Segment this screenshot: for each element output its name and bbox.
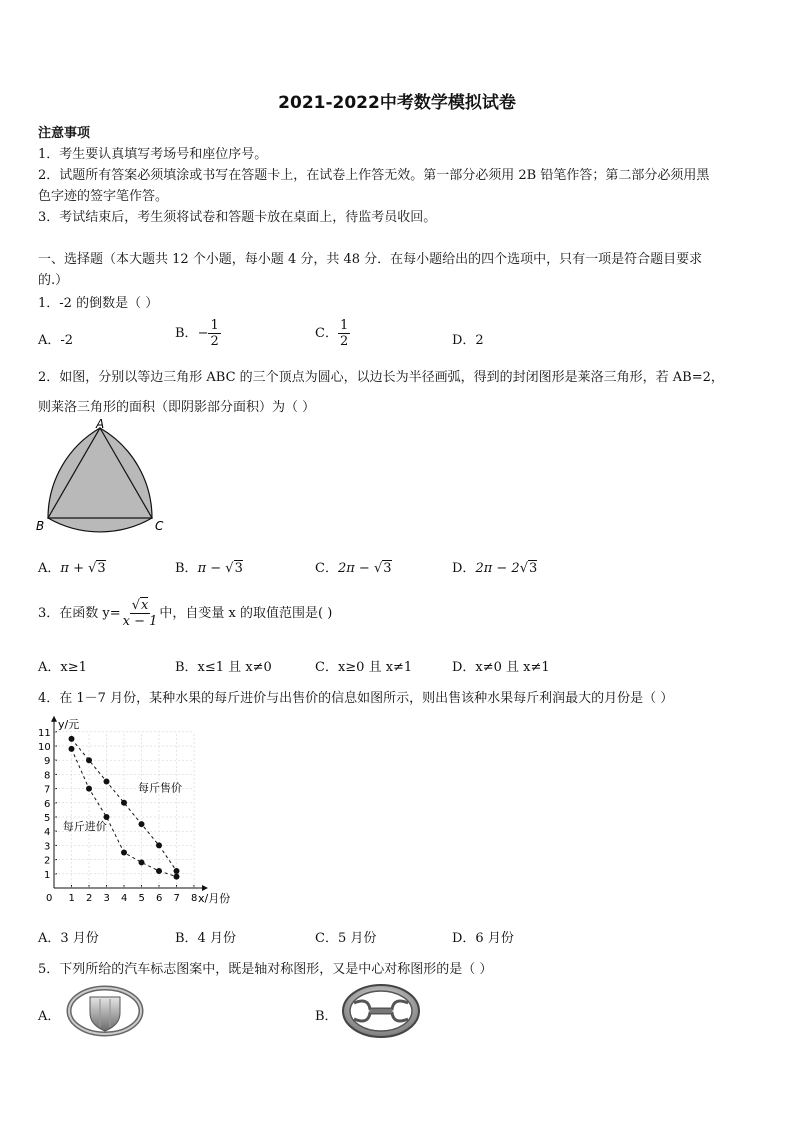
- reuleaux-shaded-region: [48, 428, 152, 532]
- y-axis-label: y/元: [58, 717, 80, 731]
- y-axis-arrow: [51, 716, 57, 722]
- radicand: 3: [97, 561, 106, 576]
- x-tick-label: 6: [156, 893, 163, 904]
- q2-option-a: A．π + √3: [38, 561, 106, 576]
- question-2-stem-cont: 则莱洛三角形的面积（即阴影部分面积）为（ ）: [38, 400, 316, 415]
- notice-item: 3．考试结束后，考生须将试卷和答题卡放在桌面上，待监考员收回。: [38, 210, 437, 225]
- q4-option-a: A．3 月份: [38, 931, 99, 946]
- data-point: [174, 874, 180, 880]
- x-tick-label: 0: [46, 893, 53, 904]
- q3-option-a: A．x≥1: [38, 660, 87, 675]
- x-axis-label: x/月份: [198, 892, 231, 905]
- q5-option-a-label: A．: [38, 1009, 61, 1024]
- y-tick-label: 11: [38, 727, 51, 739]
- car-logo-a: [66, 985, 144, 1037]
- x-tick-label: 5: [138, 893, 145, 904]
- q2-option-d: D．2π − 2√3: [452, 561, 538, 576]
- series-label: 每斤进价: [62, 819, 107, 833]
- x-tick-label: 1: [68, 893, 75, 904]
- car-logo-b: [340, 983, 422, 1039]
- numerator: √x: [131, 598, 149, 613]
- q4-option-b: B．4 月份: [175, 931, 236, 946]
- x-tick-label: 2: [86, 893, 93, 904]
- option-label: B．: [175, 561, 198, 576]
- series-line: [72, 749, 177, 877]
- y-tick-label: 10: [38, 742, 51, 753]
- price-chart: [30, 710, 260, 920]
- notice-item: 2．试题所有答案必须填涂或书写在答题卡上，在试卷上作答无效。第一部分必须用 2B 铅笔作答；第二部分必须用黑: [38, 168, 710, 183]
- data-point: [121, 850, 127, 856]
- data-point: [104, 779, 110, 785]
- section-heading-cont: 的.）: [38, 273, 69, 288]
- page-title: 2021-2022中考数学模拟试卷: [278, 93, 516, 113]
- q1-option-b: [175, 318, 221, 349]
- data-point: [86, 757, 92, 763]
- expression: π +: [60, 561, 89, 576]
- y-tick-label: 9: [44, 756, 51, 768]
- notice-item: 1．考生要认真填写考场号和座位序号。: [38, 147, 268, 162]
- x-tick-label: 4: [121, 893, 128, 904]
- q5-option-b-label: B．: [315, 1009, 338, 1024]
- radicand: 3: [528, 561, 538, 576]
- denominator: 2: [339, 334, 349, 349]
- x-tick-label: 8: [191, 893, 198, 904]
- section-heading: 一、选择题（本大题共 12 个小题，每小题 4 分，共 48 分．在每小题给出的四个选项中，只有一项是符合题目要求: [38, 252, 703, 267]
- question-3-stem: [38, 598, 332, 629]
- data-point: [139, 859, 145, 865]
- numerator: 1: [210, 318, 219, 333]
- expression: 2π − 2: [475, 561, 520, 576]
- y-tick-label: 2: [44, 855, 51, 867]
- y-tick-label: 6: [44, 798, 51, 810]
- numerator: 1: [339, 318, 349, 333]
- question-1-stem: 1．-2 的倒数是（ ）: [38, 296, 159, 311]
- radicand: x: [141, 598, 149, 613]
- fraction: [208, 318, 220, 349]
- q3-option-c: C．x≥0 且 x≠1: [315, 660, 413, 675]
- question-4-stem: 4．在 1－7 月份，某种水果的每斤进价与出售价的信息如图所示，则出售该种水果每斤利润最大的月份是（ ）: [38, 691, 674, 706]
- option-label: C．: [315, 326, 338, 341]
- data-point: [69, 736, 75, 742]
- q2-option-c: C．2π − √3: [315, 561, 392, 576]
- y-tick-label: 5: [44, 813, 51, 824]
- denominator: x − 1: [122, 614, 158, 629]
- radicand: 3: [383, 561, 392, 576]
- data-point: [69, 746, 75, 752]
- denominator: 2: [210, 334, 219, 349]
- y-tick-label: 1: [44, 869, 51, 881]
- radicand: 3: [234, 561, 243, 576]
- data-point: [139, 821, 145, 827]
- q1-option-d: D．2: [452, 333, 484, 348]
- data-point: [86, 786, 92, 792]
- option-label: B．: [175, 326, 198, 341]
- stem-prefix: 3．在函数 y=: [38, 606, 121, 621]
- option-label: A．: [38, 561, 61, 576]
- stem-suffix: 中，自变量 x 的取值范围是( ): [159, 606, 333, 621]
- question-5-stem: 5．下列所给的汽车标志图案中，既是轴对称图形，又是中心对称图形的是（ ）: [38, 962, 493, 977]
- option-label: C．: [315, 561, 338, 576]
- data-point: [121, 800, 127, 806]
- q4-option-c: C．5 月份: [315, 931, 377, 946]
- y-tick-label: 4: [44, 827, 51, 839]
- q2-option-b: B．π − √3: [175, 561, 243, 576]
- chart-ticks: [54, 732, 194, 888]
- y-tick-label: 3: [44, 841, 51, 853]
- chart-axes: [51, 716, 208, 891]
- y-tick-label: 8: [44, 770, 51, 782]
- y-tick-label: 7: [44, 784, 51, 796]
- q4-option-d: D．6 月份: [452, 931, 514, 946]
- vertex-label-c: C: [155, 519, 164, 533]
- reuleaux-triangle-figure: [34, 418, 174, 538]
- q3-option-b: B．x≤1 且 x≠0: [175, 660, 272, 675]
- x-axis-arrow: [202, 885, 208, 891]
- data-point: [156, 868, 162, 874]
- data-point: [156, 842, 162, 848]
- vertex-label-b: B: [36, 519, 45, 533]
- q1-option-c: [315, 318, 350, 349]
- fraction: [338, 318, 350, 349]
- minus-sign: −: [197, 326, 209, 341]
- x-tick-label: 7: [173, 893, 180, 904]
- series-label: 每斤售价: [138, 781, 182, 795]
- q1-option-a: A．-2: [38, 333, 74, 348]
- data-point: [174, 868, 180, 874]
- expression: π −: [197, 561, 226, 576]
- question-2-stem: 2．如图，分别以等边三角形 ABC 的三个顶点为圆心，以边长为半径画弧，得到的封闭图形是莱洛三角形，若 AB=2，: [38, 370, 724, 385]
- fraction: [121, 598, 160, 629]
- notice-heading: 注意事项: [38, 126, 91, 141]
- logo-a-shield: [90, 997, 120, 1031]
- option-label: D．: [452, 561, 476, 576]
- vertex-label-a: A: [96, 418, 105, 431]
- q3-option-d: D．x≠0 且 x≠1: [452, 660, 550, 675]
- x-tick-label: 3: [103, 893, 110, 904]
- expression: 2π −: [337, 561, 374, 576]
- notice-item: 色字迹的签字笔作答。: [38, 189, 169, 204]
